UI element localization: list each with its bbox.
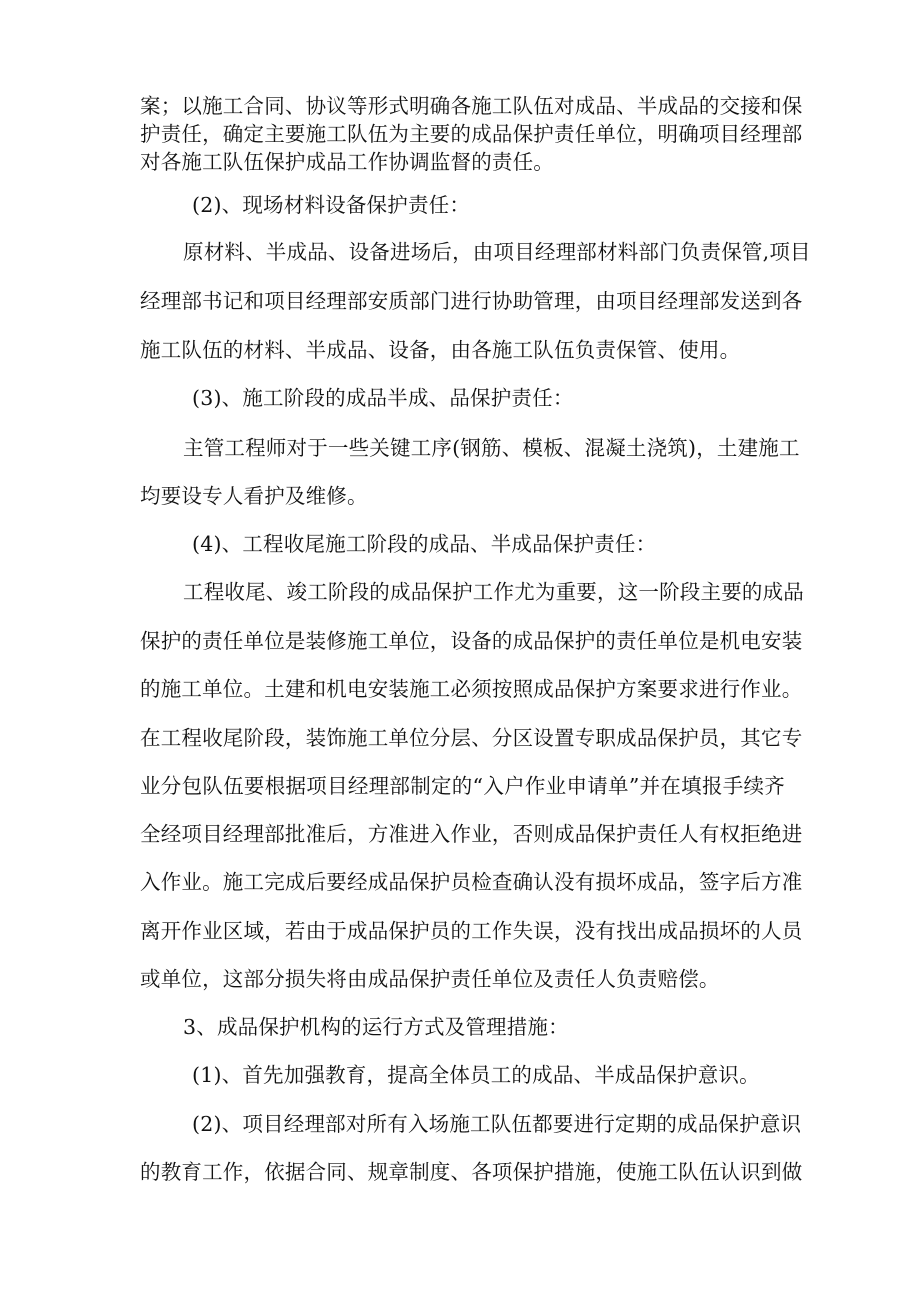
text-line: 均要设专人看护及维修。: [140, 484, 368, 508]
text-line: 的教育工作，依据合同、规章制度、各项保护措施，使施工队伍认识到做: [140, 1160, 803, 1184]
text-line: 离开作业区域，若由于成品保护员的工作失误，没有找出成品损坏的人员: [140, 919, 803, 943]
list-item: (2)、项目经理部对所有入场施工队伍都要进行定期的成品保护意识: [192, 1112, 802, 1136]
text-line: 施工队伍的材料、半成品、设备，由各施工队伍负责保管、使用。: [140, 338, 741, 362]
paragraph-first-line: 原材料、半成品、设备进场后，由项目经理部材料部门负责保管,项目: [183, 240, 811, 264]
text-line: 对各施工队伍保护成品工作协调监督的责任。: [140, 150, 554, 174]
item-heading: (4)、工程收尾施工阶段的成品、半成品保护责任：: [192, 532, 657, 556]
text-line: 经理部书记和项目经理部安质部门进行协助管理，由项目经理部发送到各: [140, 289, 803, 313]
item-heading: (3)、施工阶段的成品半成、品保护责任：: [192, 386, 574, 410]
paragraph-first-line: 工程收尾、竣工阶段的成品保护工作尤为重要，这一阶段主要的成品: [183, 580, 804, 604]
text-line: 或单位，这部分损失将由成品保护责任单位及责任人负责赔偿。: [140, 967, 720, 991]
text-line: 全经项目经理部批准后，方准进入作业，否则成品保护责任人有权拒绝进: [140, 822, 803, 846]
text-line: 保护的责任单位是装修施工单位，设备的成品保护的责任单位是机电安装: [140, 629, 803, 653]
list-item: (1)、首先加强教育，提高全体员工的成品、半成品保护意识。: [192, 1063, 760, 1087]
section-heading: 3、成品保护机构的运行方式及管理措施：: [183, 1015, 569, 1039]
text-line: 入作业。施工完成后要经成品保护员检查确认没有损坏成品，签字后方准: [140, 870, 803, 894]
text-line: 护责任，确定主要施工队伍为主要的成品保护责任单位，明确项目经理部: [140, 122, 803, 146]
text-line: 业分包队伍要根据项目经理部制定的“入户作业申请单”并在填报手续齐: [140, 774, 785, 798]
text-line: 的施工单位。土建和机电安装施工必须按照成品保护方案要求进行作业。: [140, 677, 803, 701]
text-line: 案；以施工合同、协议等形式明确各施工队伍对成品、半成品的交接和保: [140, 94, 803, 118]
text-line: 在工程收尾阶段，装饰施工单位分层、分区设置专职成品保护员，其它专: [140, 726, 803, 750]
paragraph-first-line: 主管工程师对于一些关键工序(钢筋、模板、混凝土浇筑)，土建施工: [183, 436, 800, 460]
item-heading: (2)、现场材料设备保护责任：: [192, 193, 471, 217]
